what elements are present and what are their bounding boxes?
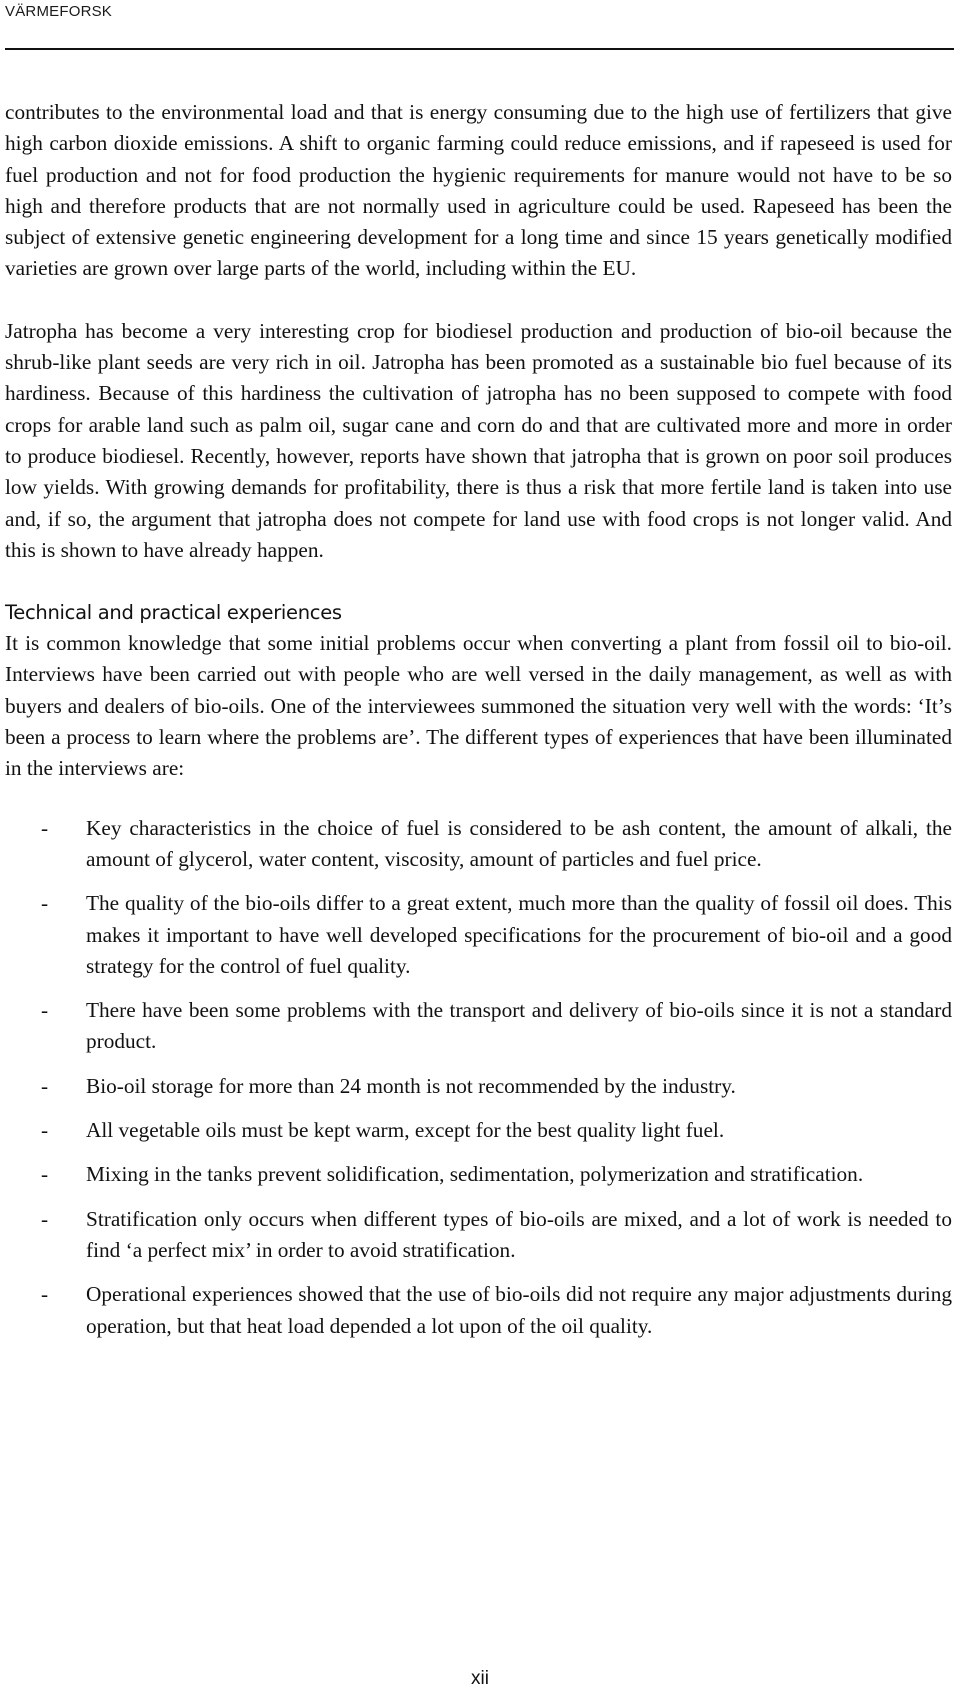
list-item <box>5 1279 952 1342</box>
list-item-text: There have been some problems with the transport and delivery of bio-oils since it is not a standard product. <box>86 998 952 1054</box>
bullet-marker: - <box>41 1162 49 1187</box>
running-header: VÄRMEFORSK <box>5 3 113 20</box>
bullet-marker: - <box>41 1206 49 1231</box>
body-paragraph: It is common knowledge that some initial problems occur when converting a plant from fossil oil to bio-oil. Interviews have been carried out with people who are well versed in the daily management, as well as with buyers and dealers of bio-oils. One of the interviewees summoned the situation very well with the words: ‘It’s been a process to learn where the problems are’. The different types of experiences that have been illuminated in the interviews are: <box>5 631 952 781</box>
list-item-text: All vegetable oils must be kept warm, except for the best quality light fuel. <box>86 1118 725 1143</box>
list-item <box>5 1071 952 1102</box>
bullet-marker: - <box>41 815 49 840</box>
body-paragraph: contributes to the environmental load and that is energy consuming due to the high use of fertilizers that give high carbon dioxide emissions. A shift to organic farming could reduce emissions, and if rapeseed is used for fuel production and not for food production the hygienic requirements for manure would not have to be so high and therefore products that are not normally used in agriculture could be used. Rapeseed has been the subject of extensive genetic engineering development for a long time and since 15 years genetically modified varieties are grown over large parts of the world, including within the EU. <box>5 100 952 281</box>
list-item-text: The quality of the bio-oils differ to a great extent, much more than the quality of fossil oil does. This makes it important to have well developed specifications for the procurement of bio-oil and a good strategy for the control of fuel quality. <box>86 891 952 978</box>
bullet-marker: - <box>41 998 49 1023</box>
page-body <box>5 97 952 1355</box>
list-item-text: Operational experiences showed that the use of bio-oils did not require any major adjustments during operation, but that heat load depended a lot upon of the oil quality. <box>86 1282 952 1338</box>
list-item-text: Mixing in the tanks prevent solidification, sedimentation, polymerization and stratification. <box>86 1162 864 1187</box>
header-divider <box>5 48 954 50</box>
list-item-text: Bio-oil storage for more than 24 month is not recommended by the industry. <box>86 1073 736 1098</box>
bullet-marker: - <box>41 891 49 916</box>
list-item <box>5 1159 952 1190</box>
body-paragraph: Jatropha has become a very interesting crop for biodiesel production and production of bio-oil because the shrub-like plant seeds are very rich in oil. Jatropha has been promoted as a sustainable bio fuel because of its hardiness. Because of this hardiness the cultivation of jatropha has no been supposed to compete with food crops for arable land such as palm oil, sugar cane and corn do and that are cultivated more and more in order to produce biodiesel. Recently, however, reports have shown that jatropha that is grown on poor soil produces low yields. With growing demands for profitability, there is thus a risk that more fertile land is taken into use and, if so, the argument that jatropha does not compete for land use with food crops is not longer valid. And this is shown to have already happen. <box>5 318 952 562</box>
list-item-text: Stratification only occurs when different types of bio-oils are mixed, and a lot of work is needed to find ‘a perfect mix’ in order to avoid stratification. <box>86 1206 952 1262</box>
section-heading: Technical and practical experiences <box>5 601 342 625</box>
bullet-list <box>5 813 952 1342</box>
list-item <box>5 1115 952 1146</box>
bullet-marker: - <box>41 1282 49 1307</box>
list-item <box>5 888 952 982</box>
page-number: xii <box>471 1668 489 1689</box>
list-item-text: Key characteristics in the choice of fuel is considered to be ash content, the amount of alkali, the amount of glycerol, water content, viscosity, amount of particles and fuel price. <box>86 815 952 871</box>
list-item <box>5 813 952 876</box>
list-item <box>5 995 952 1058</box>
bullet-marker: - <box>41 1073 49 1098</box>
bullet-marker: - <box>41 1118 49 1143</box>
list-item <box>5 1204 952 1267</box>
